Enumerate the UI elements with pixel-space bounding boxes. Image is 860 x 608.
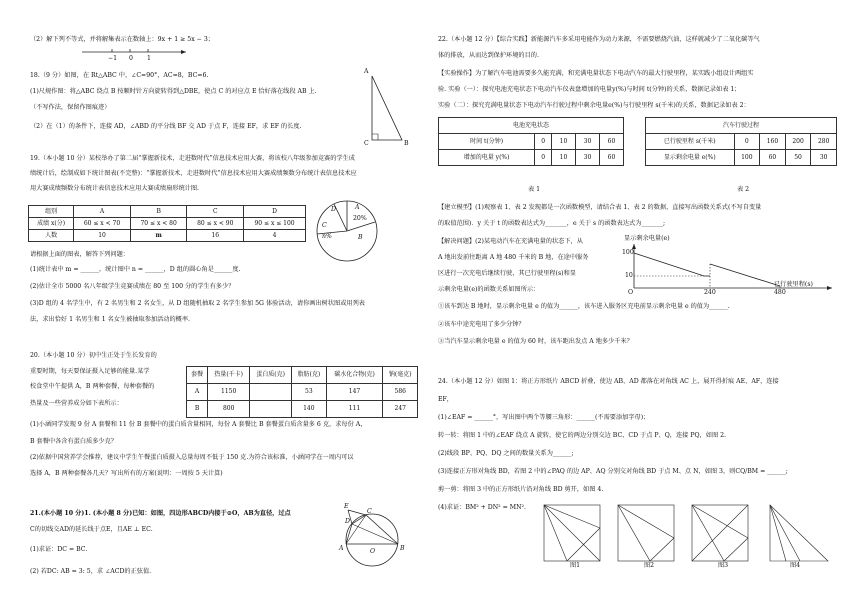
q24-part3: (3)连接正方形对角线 BD，若图 2 中的∠PAQ 的边 AP、AQ 分别交对角线 BD 于点 M、点 N，如图 3，则CQ/BM = ______; — [438, 468, 788, 475]
cell: 钠(毫克) — [383, 367, 418, 384]
cell: A — [74, 206, 131, 218]
graph-x-tick: 480 — [774, 289, 786, 296]
q19-line3: 用大赛成绩频数分布统计表信息技术应用大赛成绩扇形统计图. — [30, 185, 200, 192]
cell: 60 — [760, 150, 786, 166]
cell: B — [130, 206, 187, 218]
q19-table — [28, 205, 306, 242]
q22-line2: 体的排放，从而达到保护环境的目的. — [438, 52, 539, 59]
cell: 111 — [326, 401, 383, 418]
cell: 0 — [535, 134, 552, 150]
cell: 1150 — [208, 384, 250, 401]
pie-label-d: D — [331, 206, 336, 213]
cell: 247 — [383, 401, 418, 418]
q21-part2: (2) 若DC: AB = 3: 5，求 ∠ACD的正弦值. — [30, 568, 152, 575]
q19-line2: 绩统计后，绘制成如下统计图表(不完整)：“掌握新技术，走进数时代”信息技术应用大赛成绩频数分布统计表信息技术应 — [30, 170, 357, 177]
pie-label-n: n% — [322, 233, 332, 240]
q22-graph — [622, 240, 842, 298]
cell: 60 — [599, 134, 623, 150]
cell: 60 — [599, 150, 623, 166]
q22-solve-i: ①该车到达 B 地时，显示剩余电量 e 的值为______，该车进入服务区充电前显示剩余电量 e 的值为______. — [438, 303, 730, 310]
q24-part1: (1)∠EAF = ______°，写出图中两个等腰三角形：______(不需要添加字母)； — [438, 414, 650, 421]
q18-title: 18.（9 分）如图，在 Rt△ABC 中，∠C=90°，AC=8，BC=6. — [30, 72, 209, 79]
q22-model1: 【建立模型】(1)观察表 1、表 2 发现都是一次函数模型，请结合表 1、表 2 的数据，直接写出函数关系式(不写自变量 — [438, 204, 762, 211]
cell: 已行驶里程 s(千米) — [646, 134, 735, 150]
cell: 280 — [811, 134, 837, 150]
q20-line4: 热量及一些营养成分如下表所示： — [30, 400, 123, 407]
cell: 586 — [383, 384, 418, 401]
q20-line2: 重要时期，每天要保证摄入足够的能量.某学 — [30, 368, 150, 375]
q22-solve1: 【解决问题】(2)某电动汽车在充满电量的状态下，从 — [438, 238, 583, 245]
cell: 0 — [535, 150, 552, 166]
graph-origin: O — [628, 289, 634, 296]
cell: D — [244, 206, 306, 218]
cell: m — [130, 230, 187, 242]
q24-part2: (2)线段 BP、PQ、DQ 之间的数量关系为______; — [438, 450, 574, 457]
cell: 4 — [244, 230, 306, 242]
q22-line4: 验. 实验（一）：探究电池充电状态下电动汽车仪表盘增加的电量y(%)与时间 t(分钟)的关系，数据记录如表 1； — [438, 86, 741, 93]
cell: A — [187, 384, 208, 401]
cell: 成绩 x(分) — [29, 218, 74, 230]
q19-part1: (1)统计表中 m = ______，统计图中 n = ______，D 组的圆心角是______度. — [30, 266, 241, 273]
cell: 碳水化合物(克) — [326, 367, 383, 384]
cell: 增加的电量 y(%) — [439, 150, 535, 166]
cell: 30 — [811, 150, 837, 166]
table-2-caption: 表 2 — [737, 186, 750, 193]
cell: B — [187, 401, 208, 418]
q22-solve4: 示剩余电量(e)的函数关系如图所示： — [438, 286, 540, 293]
circle-figure — [334, 502, 414, 572]
cell: 90 ≤ x ≤ 100 — [244, 218, 306, 230]
cell: 10 — [551, 134, 575, 150]
cell: 50 — [785, 150, 811, 166]
cell: 蛋白质(克) — [250, 367, 292, 384]
numberline-label: 0 — [129, 55, 133, 62]
fig-label: C — [367, 508, 372, 515]
q24-turn: 转一转：将图 1 中的∠EAF 绕点 A 旋转，使它的两边分别交边 BC、CD 于点 P、Q，连接 PQ，如图 2. — [438, 432, 727, 439]
table-1 — [438, 117, 624, 166]
cell: 0 — [734, 134, 760, 150]
q21-line1: 21.(本小题 10 分)1. (本小题 8 分)已知：如图，四边形ABCD内接于⊙O，AB为直径，过点 — [30, 510, 291, 517]
cell: 脂肪(克) — [292, 367, 326, 384]
pie-label-a: A — [355, 204, 360, 211]
cell: 10 — [551, 150, 575, 166]
cell: 电池充电状态 — [439, 118, 624, 134]
q18-part1-note: （不写作法，保留作图痕迹） — [30, 104, 111, 111]
cell: 200 — [785, 134, 811, 150]
q22-solve-ii: ②该车中途充电用了多少分钟？ — [438, 321, 525, 328]
q24-line1: 24.（本小题 12 分）如图 1：将正方形纸片 ABCD 折叠，使边 AB、AD 都落在对角线 AC 上，展开得折痕 AE、AF，连接 — [438, 378, 779, 385]
q22-solve-iii: ③当汽车显示剩余电量 e 的值为 60 时，该车距出发点 A 地多少千米？ — [438, 338, 633, 345]
graph-y-tick: 10 — [625, 272, 633, 279]
q20-part1: (1)小涵同学发现 9 份 A 套餐和 11 份 B 套餐中的蛋白质含量相同，每份 A 套餐比 B 套餐蛋白质含量多 6 克，求每份 A， — [30, 421, 367, 428]
numberline-label: −1 — [108, 55, 118, 62]
q22-solve3: 区进行一次充电后继续行驶，其已行驶里程(s)和显 — [438, 270, 576, 277]
fig-label: B — [404, 140, 409, 147]
cell: 热量(千卡) — [208, 367, 250, 384]
cell: 组别 — [29, 206, 74, 218]
cell: 100 — [734, 150, 760, 166]
graph-x-tick: 240 — [704, 289, 716, 296]
fig-caption: 图2 — [644, 562, 655, 569]
graph-y-tick: 100 — [622, 249, 634, 256]
cell: 汽车行驶过程 — [646, 118, 837, 134]
cell: 160 — [760, 134, 786, 150]
q20-part2b: 选择 A，B 两种套餐各几天？写出所有的方案(说明：一周按 5 天计算) — [30, 470, 223, 477]
q19-part3b: 法，求出恰好 1 名男生和 1 名女生被抽取参加活动的概率. — [30, 316, 191, 323]
q24-cut: 剪一剪：将图 3 中的正方形纸片沿对角线 BD 剪开，如图 4. — [438, 486, 604, 493]
q20-line1: 20.（本小题 10 分）初中生正处于生长发育的 — [30, 352, 157, 359]
graph-xlabel: 已行驶里程(s) — [774, 281, 813, 288]
q19-line1: 19.（本小题 10 分）某校举办了第二届“掌握新技术，走进数时代”信息技术应用大赛，将该校八年级参加竞赛的学生成 — [30, 155, 355, 162]
q18-part2: （2）在（1）的条件下，连接 AD，∠ABD 的平分线 BF 交 AD 于点 F，连接 EF，求 EF 的长度. — [30, 123, 302, 130]
cell: 80 ≤ x < 90 — [187, 218, 244, 230]
q20-line3: 校食堂中午提供 A，B 两种套餐，每种套餐的 — [30, 383, 155, 390]
q20-part2: (2)依据中国营养学会推荐，建议中学生午餐蛋白质摄入总量每周不低于 150 克.为符合该标准，小涵同学在一周内可以 — [30, 454, 354, 461]
q22-solve2: A 地出发前往距离 A 地 480 千米的 B 地，在途中服务 — [438, 254, 589, 261]
fig-caption: 图1 — [570, 562, 581, 569]
fig-caption: 图4 — [790, 562, 801, 569]
cell: C — [187, 206, 244, 218]
cell: 人数 — [29, 230, 74, 242]
pie-label-c: C — [322, 222, 327, 229]
q21-line2: C的切线交AD的延长线于点E，且AE ⊥ EC. — [30, 526, 153, 533]
number-line — [80, 46, 190, 64]
q24-part4: (4)求证：BM² + DN² = MN². — [438, 504, 526, 511]
q18-part1: (1)尺规作图：将△ABC 绕点 B 按顺时针方向旋转得到△DBE，使点 C 的对应点 E 恰好落在线段 AB 上. — [30, 88, 317, 95]
q20-table — [186, 366, 418, 418]
fig-caption: 图3 — [718, 562, 729, 569]
q22-model2: 的取值范围)．y 关于 t 的函数表达式为_______，e 关于 s 的函数表达式为_______; — [438, 220, 666, 227]
q20-part1b: B 套餐中各含有蛋白质多少克？ — [30, 438, 117, 445]
q24-line2: EF， — [438, 396, 453, 403]
table-1-caption: 表 1 — [528, 186, 541, 193]
table-2 — [645, 117, 837, 166]
q22-line5: 实验（二）：探究充满电量状态下电动汽车行驶过程中剩余电量e(%)与行驶里程 s(千米)的关系，数据记录如表 2： — [438, 102, 750, 109]
pie-label-b: B — [358, 234, 363, 241]
q22-line1: 22.（本小题 12 分）【综合实践】新能源汽车多采用电能作为动力来源，不需要燃烧汽油，这样就减少了二氧化碳等气 — [438, 36, 760, 43]
cell: 140 — [292, 401, 326, 418]
cell: 53 — [292, 384, 326, 401]
cell: 10 — [74, 230, 131, 242]
graph-ylabel: 显示剩余电量(e) — [624, 235, 670, 242]
cell: 16 — [187, 230, 244, 242]
cell: 套餐 — [187, 367, 208, 384]
fig-label: A — [339, 545, 344, 552]
cell: 显示剩余电量 e(%) — [646, 150, 735, 166]
pie-chart — [312, 196, 382, 266]
cell: 147 — [326, 384, 383, 401]
q19-read: 请根据上面的图表，解答下列问题： — [30, 251, 129, 258]
cell — [250, 401, 292, 418]
cell — [250, 384, 292, 401]
cell: 70 ≤ x < 80 — [130, 218, 187, 230]
q21-part1: (1)求证：DC = BC. — [30, 546, 88, 553]
triangle-figure — [360, 70, 410, 150]
cell: 800 — [208, 401, 250, 418]
fig-label: D — [345, 518, 350, 525]
cell: 60 ≤ x < 70 — [74, 218, 131, 230]
fig-label: C — [364, 140, 369, 147]
cell: 时间 t(分钟) — [439, 134, 535, 150]
q22-line3: 【实验操作】为了解汽车电池需要多久能充满，和充满电量状态下电动汽车的最大行驶里程，某实践小组设计两组实 — [438, 70, 754, 77]
q19-part3: (3)D 组的 4 名学生中，有 2 名男生和 2 名女生，从 D 组随机抽取 2 名学生参加 5G 体验活动，请你画出树状图或用列表 — [30, 300, 365, 307]
numberline-label: 1 — [147, 55, 151, 62]
cell: 30 — [575, 150, 599, 166]
cell: 30 — [575, 134, 599, 150]
pie-label-pct: 20% — [353, 215, 367, 222]
fig-label: O — [370, 548, 376, 555]
fig-label: A — [364, 68, 369, 75]
q17-2: （2）解下列不等式，并将解集表示在数轴上：9x + 1 ≥ 5x − 3； — [30, 36, 214, 43]
q19-part2: (2)估计全市 5000 名八年级学生竞赛成绩在 80 至 100 分的学生有多少？ — [30, 283, 235, 290]
fig-label: E — [344, 503, 349, 510]
fig-label: B — [400, 545, 405, 552]
